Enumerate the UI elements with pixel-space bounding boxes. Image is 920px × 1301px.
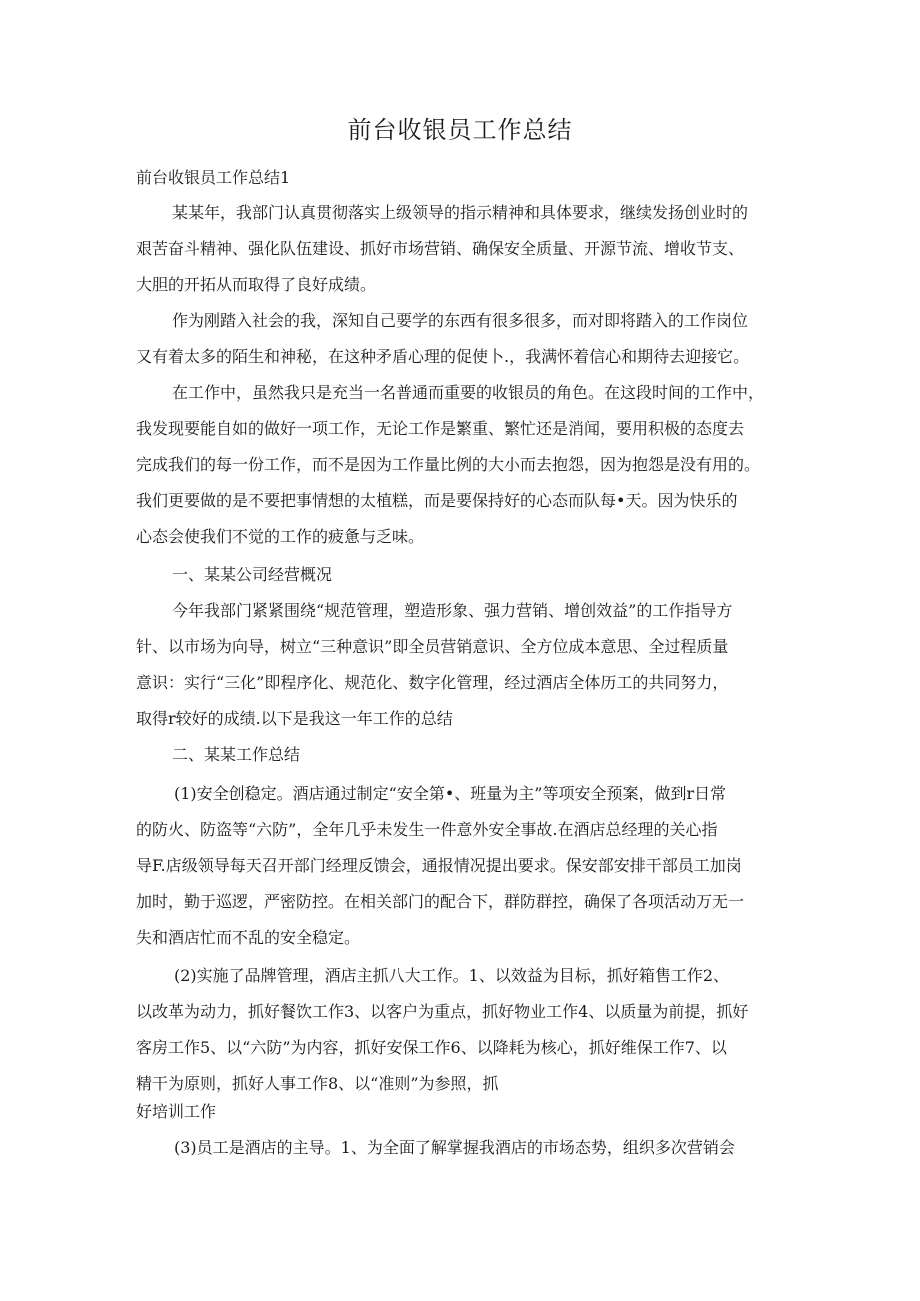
paragraph-line: 在工作中，虽然我只是充当一名普通而重要的收银员的角色。在这段时间的工作中，: [172, 383, 765, 402]
paragraph-line: 完成我们的每一份工作，而不是因为工作量比例的大小而去抱怨，因为抱怨是没有用的。: [136, 455, 761, 474]
paragraph-line: (1)安全创稳定。酒店通过制定“安全第•、班量为主”等项安全预案，做到r日常: [174, 784, 727, 803]
paragraph-line: 我发现要能自如的做好一项工作，无论工作是繁重、繁忙还是消闻，要用积极的态度去: [136, 419, 745, 438]
paragraph-line: 以改革为动力，抓好餐饮工作3、以客户为重点，抓好物业工作4、以质量为前提，抓好: [136, 1002, 749, 1021]
paragraph-line: 又有着太多的陌生和神秘，在这种矛盾心理的促使卜.，我满怀着信心和期待去迎接它。: [136, 347, 750, 366]
paragraph-line: 意识：实行“三化”即程序化、规范化、数字化管理，经过酒店全体历工的共同努力，: [136, 673, 729, 692]
paragraph-line: 艰苦奋斗精神、强化队伍建设、抓好市场营销、确保安全质量、开源节流、增收节支、: [136, 239, 745, 258]
paragraph-line: 取得r较好的成绩.以下是我这一年工作的总结: [136, 709, 453, 728]
document-subtitle: 前台收银员工作总结1: [136, 168, 291, 187]
paragraph-line: 某某年，我部门认真贯彻落实上级领导的指示精神和具体要求，继续发扬创业时的: [172, 203, 749, 222]
section-heading: 一、某某公司经营概况: [172, 565, 333, 584]
section-heading: 二、某某工作总结: [172, 745, 301, 764]
paragraph-line: 心态会使我们不觉的工作的疲惫与乏味。: [136, 527, 425, 546]
paragraph-line: 作为刚踏入社会的我，深知自己要学的东西有很多很多，而对即将踏入的工作岗位: [172, 311, 749, 330]
document-title: 前台收银员工作总结: [347, 116, 573, 144]
paragraph-line: 今年我部门紧紧围绕“规范管理，塑造形象、强力营销、增创效益”的工作指导方: [172, 601, 733, 620]
paragraph-line: (3)员工是酒店的主导。1、为全面了解掌握我酒店的市场态势，组织多次营销会: [174, 1138, 735, 1157]
paragraph-line: (2)实施了品牌管理，酒店主抓八大工作。1、以效益为目标，抓好箱售工作2、: [174, 966, 730, 985]
paragraph-line: 好培训工作: [136, 1102, 217, 1121]
paragraph-line: 客房工作5、以“六防”为内容，抓好安保工作6、以降耗为核心，抓好维保工作7、以: [136, 1038, 727, 1057]
paragraph-line: 我们更要做的是不要把事情想的太植糕，而是要保持好的心态而队每•天。因为快乐的: [136, 491, 738, 510]
paragraph-line: 大胆的开拓从而取得了良好成绩。: [136, 275, 377, 294]
paragraph-line: 失和酒店忙而不乱的安全稳定。: [136, 928, 361, 947]
paragraph-line: 加时，勤于巡逻，严密防控。在相关部门的配合下，群防群控，确保了各项活动万无一: [136, 892, 745, 911]
paragraph-line: 的防火、防盗等“六防”，全年几乎未发生一件意外安全事故.在酒店总经理的关心指: [136, 820, 718, 839]
paragraph-line: 精干为原则，抓好人事工作8、以“准则”为参照，抓: [136, 1074, 499, 1093]
paragraph-line: 针、以市场为向导，树立“三种意识”即全员营销意识、全方位成本意思、全过程质量: [136, 637, 729, 656]
paragraph-line: 导F.店级领导每天召开部门经理反馈会，通报情况提出要求。保安部安排干部员工加岗: [136, 856, 742, 875]
